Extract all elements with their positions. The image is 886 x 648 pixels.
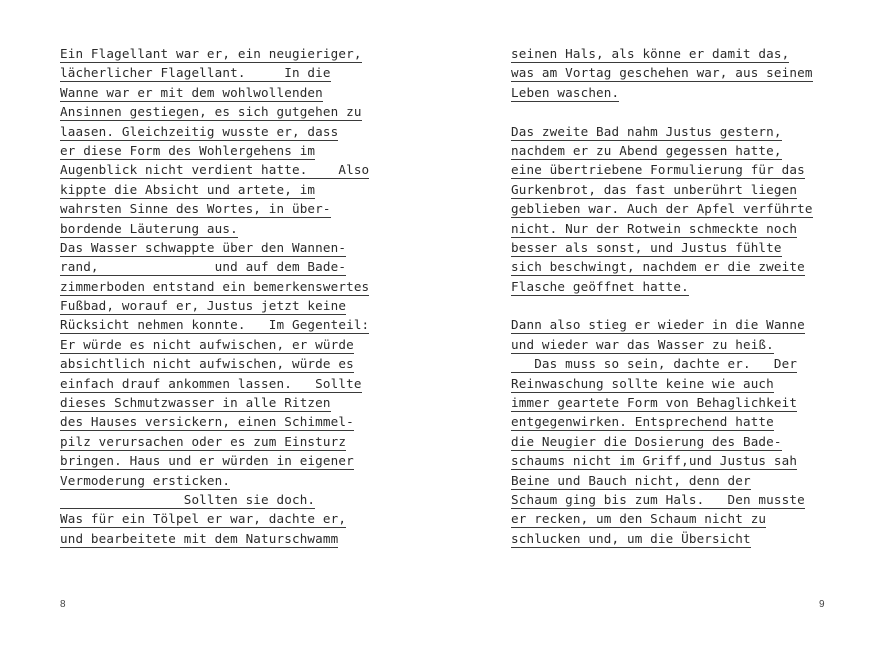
text-line-content: Das Wasser schwappte über den Wannen-: [60, 239, 347, 255]
text-line-content: und bearbeitete mit dem Naturschwamm: [60, 530, 339, 546]
text-line-content: immer geartete Form von Behaglichkeit: [511, 395, 798, 411]
text-line: [511, 356, 813, 375]
text-line-content: Schaum ging bis zum Hals. Den musste: [511, 491, 805, 507]
text-line-content: er diese Form des Wohlergehens im: [60, 142, 316, 158]
text-line: [60, 65, 369, 84]
left-page-number: 8: [60, 599, 66, 610]
text-line: [511, 492, 813, 511]
text-line: [511, 65, 813, 84]
text-line-content: Rücksicht nehmen konnte. Im Gegenteil:: [60, 317, 370, 333]
text-line: [60, 279, 369, 298]
text-line: [511, 221, 813, 240]
text-line: [60, 531, 369, 550]
text-line-content: schlucken und, um die Übersicht: [511, 530, 751, 546]
text-line: [511, 162, 813, 181]
text-line: [60, 85, 369, 104]
text-line-content: Sollten sie doch.: [60, 491, 316, 507]
text-line: [60, 356, 369, 375]
text-line: [511, 85, 813, 104]
text-line-content: Leben waschen.: [511, 84, 620, 100]
text-line: [60, 337, 369, 356]
text-line: [60, 259, 369, 278]
text-line: [511, 279, 813, 298]
text-line-content: kippte die Absicht und artete, im: [60, 181, 316, 197]
text-line-content: nicht. Nur der Rotwein schmeckte noch: [511, 220, 798, 236]
left-text-block: [60, 46, 369, 550]
text-line: [60, 492, 369, 511]
text-line-content: wahrsten Sinne des Wortes, in über-: [60, 201, 331, 217]
text-line-content: bordende Läuterung aus.: [60, 220, 238, 236]
text-line-content: laasen. Gleichzeitig wusste er, dass: [60, 123, 339, 139]
text-line: [511, 104, 813, 123]
text-line: [60, 124, 369, 143]
right-text-block: [511, 46, 813, 550]
right-page-number: 9: [819, 599, 825, 610]
text-line: [60, 46, 369, 65]
text-line: [511, 317, 813, 336]
text-line-content: Ein Flagellant war er, ein neugieriger,: [60, 46, 362, 61]
text-line-content: absichtlich nicht aufwischen, würde es: [60, 356, 354, 372]
text-line: [511, 511, 813, 530]
text-line: [511, 473, 813, 492]
text-line-content: nachdem er zu Abend gegessen hatte,: [511, 142, 782, 158]
text-line-content: Gurkenbrot, das fast unberührt liegen: [511, 181, 798, 197]
text-line: [511, 531, 813, 550]
text-line: [511, 182, 813, 201]
text-line-content: rand, und auf dem Bade-: [60, 259, 347, 275]
text-line: [60, 511, 369, 530]
text-line-content: Das muss so sein, dachte er. Der: [511, 356, 798, 372]
text-line-content: dieses Schmutzwasser in alle Ritzen: [60, 395, 331, 411]
text-line: [511, 337, 813, 356]
text-line: [511, 46, 813, 65]
text-line-content: Vermoderung ersticken.: [60, 472, 231, 488]
text-line: [511, 453, 813, 472]
text-line-content: bringen. Haus und er würden in eigener: [60, 453, 354, 469]
text-line: [60, 395, 369, 414]
text-line-content: Ansinnen gestiegen, es sich gutgehen zu: [60, 104, 362, 120]
text-line-content: und wieder war das Wasser zu heiß.: [511, 336, 774, 352]
text-line-content: die Neugier die Dosierung des Bade-: [511, 433, 782, 449]
text-line: [511, 298, 813, 317]
text-line-content: Dann also stieg er wieder in die Wanne: [511, 317, 805, 333]
text-line-content: Was für ein Tölpel er war, dachte er,: [60, 511, 347, 527]
text-line: [511, 434, 813, 453]
text-line: [511, 143, 813, 162]
text-line: [511, 395, 813, 414]
text-line: [60, 473, 369, 492]
text-line-content: pilz verursachen oder es zum Einsturz: [60, 433, 347, 449]
text-line: [60, 221, 369, 240]
text-line-content: Fußbad, worauf er, Justus jetzt keine: [60, 298, 347, 314]
text-line-content: geblieben war. Auch der Apfel verführte: [511, 201, 813, 217]
text-line-content: eine übertriebene Formulierung für das: [511, 162, 805, 178]
text-line: [60, 240, 369, 259]
text-line-content: seinen Hals, als könne er damit das,: [511, 46, 790, 61]
text-line: [60, 453, 369, 472]
text-line: [60, 182, 369, 201]
text-line: [511, 240, 813, 259]
text-line: [511, 259, 813, 278]
text-line-content: er recken, um den Schaum nicht zu: [511, 511, 767, 527]
text-line-content: des Hauses versickern, einen Schimmel-: [60, 414, 354, 430]
right-page: [443, 0, 886, 648]
text-line: [60, 298, 369, 317]
text-line: [60, 376, 369, 395]
text-line-content: Augenblick nicht verdient hatte. Also: [60, 162, 370, 178]
text-line-content: Reinwaschung sollte keine wie auch: [511, 375, 774, 391]
text-line: [511, 414, 813, 433]
text-line-content: entgegenwirken. Entsprechend hatte: [511, 414, 774, 430]
text-line-content: Wanne war er mit dem wohlwollenden: [60, 84, 323, 100]
text-line-content: schaums nicht im Griff,und Justus sah: [511, 453, 798, 469]
text-line-content: Das zweite Bad nahm Justus gestern,: [511, 123, 782, 139]
text-line-content: zimmerboden entstand ein bemerkenswertes: [60, 278, 370, 294]
text-line: [60, 201, 369, 220]
text-line-content: besser als sonst, und Justus fühlte: [511, 239, 782, 255]
text-line: [60, 143, 369, 162]
text-line-content: Flasche geöffnet hatte.: [511, 278, 689, 294]
text-line: [60, 434, 369, 453]
text-line-content: Er würde es nicht aufwischen, er würde: [60, 336, 354, 352]
text-line-content: einfach drauf ankommen lassen. Sollte: [60, 375, 362, 391]
text-line-content: Beine und Bauch nicht, denn der: [511, 472, 751, 488]
text-line: [511, 124, 813, 143]
text-line: [60, 414, 369, 433]
text-line-content: was am Vortag geschehen war, aus seinem: [511, 65, 813, 81]
text-line: [60, 162, 369, 181]
text-line: [60, 104, 369, 123]
text-line-content: lächerlicher Flagellant. In die: [60, 65, 331, 81]
text-line: [511, 201, 813, 220]
text-line: [511, 376, 813, 395]
text-line: [60, 317, 369, 336]
text-line-content: sich beschwingt, nachdem er die zweite: [511, 259, 805, 275]
